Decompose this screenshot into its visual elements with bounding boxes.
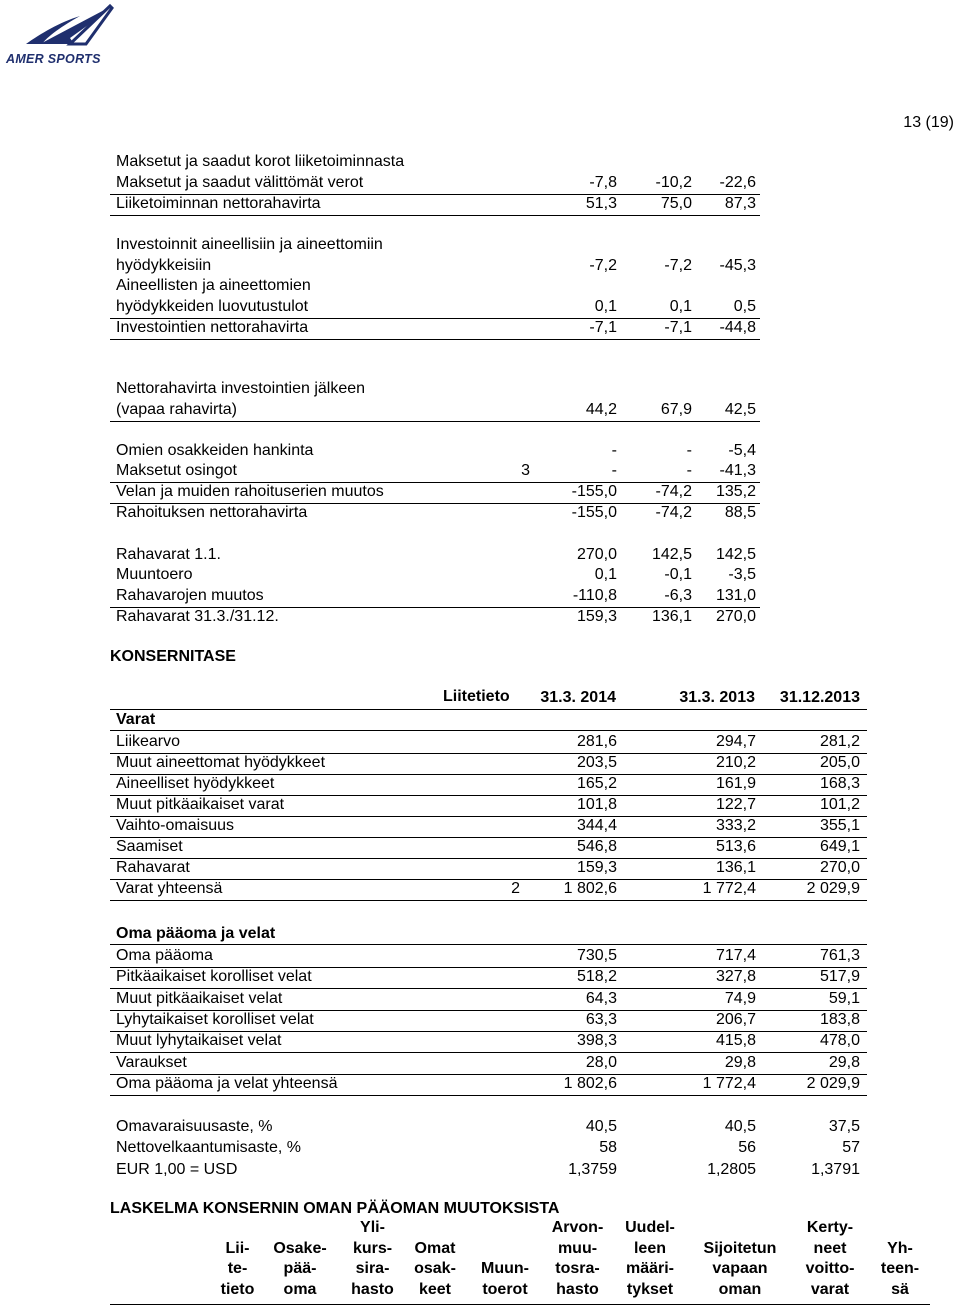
balance-row-value-1: 344,4 — [576, 817, 617, 834]
cashflow-row-value-1: -7,8 — [589, 174, 617, 191]
balance-row-value-3: 57 — [842, 1139, 860, 1157]
cashflow-row-value-3: -3,5 — [728, 566, 756, 583]
divider — [110, 215, 760, 216]
cashflow-row-value-3: -45,3 — [719, 257, 756, 274]
divider — [110, 944, 867, 945]
cashflow-row-note: 3 — [521, 462, 530, 479]
balance-row-note: 2 — [511, 880, 520, 897]
cashflow-row-label: Velan ja muiden rahoituserien muutos — [116, 483, 384, 500]
cashflow-row-value-2: 136,1 — [651, 608, 692, 625]
balance-row-value-2: 29,8 — [724, 1053, 756, 1071]
balance-row-value-3: 270,0 — [819, 859, 860, 876]
balance-row-label: Varaukset — [116, 1053, 187, 1071]
cashflow-row-value-2: - — [686, 462, 692, 479]
balance-row-value-1: 398,3 — [576, 1032, 617, 1050]
balance-row-value-3: 517,9 — [819, 968, 860, 986]
cashflow-row-value-1: 51,3 — [585, 195, 617, 212]
equity-column-header: Yli- kurs- sira- hasto — [351, 1219, 394, 1298]
balance-row-value-3: 2 029,9 — [806, 880, 860, 897]
divider — [110, 730, 867, 731]
balance-row-value-3: 29,8 — [828, 1053, 860, 1071]
cashflow-row-label: Nettorahavirta investointien jälkeen — [116, 380, 366, 397]
cashflow-row-value-1: 44,2 — [585, 401, 617, 418]
cashflow-row-value-3: 0,5 — [733, 298, 756, 315]
balance-row-value-1: 1,3759 — [568, 1160, 617, 1178]
balance-row-value-1: 546,8 — [576, 838, 617, 855]
balance-row-value-3: 478,0 — [819, 1032, 860, 1050]
balance-row-value-1: 165,2 — [576, 775, 617, 792]
divider — [110, 900, 867, 901]
balance-row-label: Aineelliset hyödykkeet — [116, 775, 275, 792]
balance-row-label: Pitkäaikaiset korolliset velat — [116, 968, 312, 986]
balance-row-value-2: 294,7 — [715, 733, 756, 750]
balance-title: KONSERNITASE — [110, 648, 236, 665]
cashflow-row-value-2: 75,0 — [660, 195, 692, 212]
cashflow-row-label: hyödykkeisiin — [116, 257, 212, 274]
cashflow-row-label: Omien osakkeiden hankinta — [116, 442, 314, 459]
cashflow-row-value-2: 67,9 — [660, 401, 692, 418]
cashflow-row-label: Maksetut ja saadut korot liiketoiminnasta — [116, 153, 405, 170]
balance-row-value-1: 203,5 — [576, 754, 617, 771]
page-number: 13 (19) — [903, 114, 954, 131]
cashflow-row-value-1: -7,1 — [589, 319, 617, 336]
balance-row-value-2: 1 772,4 — [702, 880, 756, 897]
equity-title: LASKELMA KONSERNIN OMAN PÄÄOMAN MUUTOKSISTA — [110, 1200, 560, 1217]
balance-row-value-3: 281,2 — [819, 733, 860, 750]
logo-wordmark: AMER SPORTS — [6, 52, 101, 66]
balance-row-value-2: 1,2805 — [707, 1160, 756, 1178]
balance-row-value-3: 355,1 — [819, 817, 860, 834]
balance-row-value-2: 206,7 — [715, 1010, 756, 1028]
cashflow-row-value-1: 270,0 — [576, 546, 617, 563]
cashflow-row-label: (vapaa rahavirta) — [116, 401, 237, 418]
balance-row-value-2: 1 772,4 — [702, 1074, 756, 1092]
divider — [110, 1095, 867, 1096]
balance-row-value-1: 58 — [599, 1139, 617, 1157]
balance-row-value-2: 122,7 — [715, 796, 756, 813]
equity-column-header: Muun- toerot — [481, 1260, 529, 1298]
balance-row-value-2: 513,6 — [715, 838, 756, 855]
balance-row-label: Nettovelkaantumisaste, % — [116, 1139, 301, 1157]
balance-row-label: Vaihto-omaisuus — [116, 817, 234, 834]
balance-row-value-1: 518,2 — [576, 968, 617, 986]
cashflow-row-value-1: 0,1 — [594, 566, 617, 583]
balance-row-label: Muut pitkäaikaiset varat — [116, 796, 285, 813]
equity-column-header: Kerty- neet voitto- varat — [805, 1219, 855, 1298]
balance-row-value-1: 1 802,6 — [563, 880, 617, 897]
cashflow-row-label: Rahavarat 31.3./31.12. — [116, 608, 279, 625]
balance-row-value-2: 56 — [738, 1139, 756, 1157]
cashflow-row-value-2: -0,1 — [664, 566, 692, 583]
balance-row-value-1: 159,3 — [576, 859, 617, 876]
cashflow-row-value-3: 42,5 — [724, 401, 756, 418]
balance-row-label: Oma pääoma ja velat yhteensä — [116, 1074, 338, 1092]
cashflow-row-value-3: 88,5 — [724, 504, 756, 521]
balance-row-label: Muut pitkäaikaiset velat — [116, 989, 283, 1007]
col-header-note: Liitetieto — [443, 688, 510, 705]
col-header-c1: 31.3. 2014 — [540, 689, 616, 706]
divider — [110, 421, 760, 422]
cashflow-row-value-3: -41,3 — [719, 462, 756, 479]
balance-row-label: Oma pääoma — [116, 947, 213, 964]
cashflow-row-label: Investointien nettorahavirta — [116, 319, 309, 336]
cashflow-row-value-2: -74,2 — [655, 504, 692, 521]
cashflow-row-label: Liiketoiminnan nettorahavirta — [116, 195, 321, 212]
balance-row-label: Rahavarat — [116, 859, 190, 876]
cashflow-row-value-1: -110,8 — [572, 587, 617, 604]
balance-row-value-2: 74,9 — [724, 989, 756, 1007]
balance-row-value-3: 101,2 — [819, 796, 860, 813]
cashflow-row-label: Rahavarojen muutos — [116, 587, 264, 604]
cashflow-row-label: Muuntoero — [116, 566, 193, 583]
cashflow-row-value-3: 270,0 — [715, 608, 756, 625]
balance-row-value-2: 415,8 — [715, 1032, 756, 1050]
cashflow-row-value-1: - — [611, 442, 617, 459]
cashflow-row-value-2: -74,2 — [655, 483, 692, 500]
divider — [110, 339, 760, 340]
equity-column-header: Sijoitetun vapaan oman — [703, 1239, 777, 1298]
balance-row-label: Varat yhteensä — [116, 880, 223, 897]
equity-column-header: Uudel- leen määri- tykset — [625, 1219, 675, 1298]
cashflow-row-value-3: -22,6 — [719, 174, 756, 191]
balance-row-value-1: 281,6 — [576, 733, 617, 750]
balance-row-value-3: 205,0 — [819, 754, 860, 771]
liabilities-heading: Oma pääoma ja velat — [116, 925, 276, 942]
cashflow-row-value-2: 142,5 — [651, 546, 692, 563]
balance-row-value-2: 333,2 — [715, 817, 756, 834]
equity-column-header: Osake- pää- oma — [273, 1239, 327, 1298]
balance-row-value-3: 1,3791 — [811, 1160, 860, 1178]
balance-row-value-3: 183,8 — [819, 1010, 860, 1028]
balance-row-value-1: 730,5 — [576, 947, 617, 964]
balance-row-label: EUR 1,00 = USD — [116, 1160, 238, 1178]
cashflow-row-value-2: -6,3 — [664, 587, 692, 604]
assets-heading: Varat — [116, 711, 156, 728]
balance-row-value-3: 761,3 — [819, 947, 860, 964]
balance-row-label: Liikearvo — [116, 733, 181, 750]
cashflow-row-value-2: -10,2 — [655, 174, 692, 191]
balance-row-value-1: 28,0 — [585, 1053, 617, 1071]
cashflow-row-value-1: 0,1 — [594, 298, 617, 315]
balance-row-value-3: 37,5 — [828, 1118, 860, 1135]
balance-row-value-1: 101,8 — [576, 796, 617, 813]
cashflow-row-value-3: -44,8 — [719, 319, 756, 336]
cashflow-row-value-3: 87,3 — [724, 195, 756, 212]
balance-row-label: Omavaraisuusaste, % — [116, 1118, 273, 1135]
balance-row-value-1: 40,5 — [585, 1118, 617, 1135]
cashflow-row-label: Rahavarat 1.1. — [116, 546, 221, 563]
balance-row-value-1: 64,3 — [585, 989, 617, 1007]
balance-row-label: Muut aineettomat hyödykkeet — [116, 754, 326, 771]
cashflow-row-value-2: - — [686, 442, 692, 459]
cashflow-row-label: hyödykkeiden luovutustulot — [116, 298, 309, 315]
cashflow-row-label: Maksetut ja saadut välittömät verot — [116, 174, 364, 191]
cashflow-row-value-1: - — [611, 462, 617, 479]
cashflow-row-value-1: 159,3 — [576, 608, 617, 625]
cashflow-row-value-3: 142,5 — [715, 546, 756, 563]
cashflow-row-value-2: 0,1 — [669, 298, 692, 315]
balance-row-value-1: 63,3 — [585, 1010, 617, 1028]
balance-row-value-3: 168,3 — [819, 775, 860, 792]
divider — [110, 709, 867, 710]
balance-row-value-3: 649,1 — [819, 838, 860, 855]
balance-row-value-2: 210,2 — [715, 754, 756, 771]
equity-column-header: Arvon- muu- tosra- hasto — [551, 1219, 604, 1298]
col-header-c2: 31.3. 2013 — [679, 689, 755, 706]
cashflow-row-value-3: 131,0 — [715, 587, 756, 604]
cashflow-row-value-3: -5,4 — [728, 442, 756, 459]
equity-column-header: Yh- teen- sä — [880, 1239, 920, 1298]
divider — [110, 1304, 930, 1305]
equity-column-header: Omat osak- keet — [414, 1239, 456, 1298]
cashflow-row-label: Aineellisten ja aineettomien — [116, 277, 311, 294]
balance-row-label: Lyhytaikaiset korolliset velat — [116, 1010, 314, 1028]
balance-row-value-2: 717,4 — [715, 947, 756, 964]
balance-row-value-2: 161,9 — [715, 775, 756, 792]
balance-row-label: Muut lyhytaikaiset velat — [116, 1032, 282, 1050]
cashflow-row-label: Maksetut osingot — [116, 462, 237, 479]
cashflow-row-label: Investoinnit aineellisiin ja aineettomiin — [116, 236, 383, 253]
cashflow-row-value-1: -155,0 — [571, 483, 617, 500]
balance-row-value-2: 40,5 — [724, 1118, 756, 1135]
cashflow-row-value-3: 135,2 — [715, 483, 756, 500]
cashflow-row-value-1: -7,2 — [589, 257, 617, 274]
col-header-c3: 31.12.2013 — [779, 689, 860, 706]
cashflow-row-value-2: -7,1 — [664, 319, 692, 336]
equity-column-header: Lii- te- tieto — [220, 1239, 255, 1298]
cashflow-row-value-2: -7,2 — [664, 257, 692, 274]
balance-row-value-3: 2 029,9 — [806, 1074, 860, 1092]
balance-row-value-2: 327,8 — [715, 968, 756, 986]
balance-row-value-3: 59,1 — [828, 989, 860, 1007]
balance-row-value-1: 1 802,6 — [563, 1074, 617, 1092]
balance-row-label: Saamiset — [116, 838, 183, 855]
cashflow-row-value-1: -155,0 — [571, 504, 617, 521]
cashflow-row-label: Rahoituksen nettorahavirta — [116, 504, 308, 521]
balance-row-value-2: 136,1 — [715, 859, 756, 876]
